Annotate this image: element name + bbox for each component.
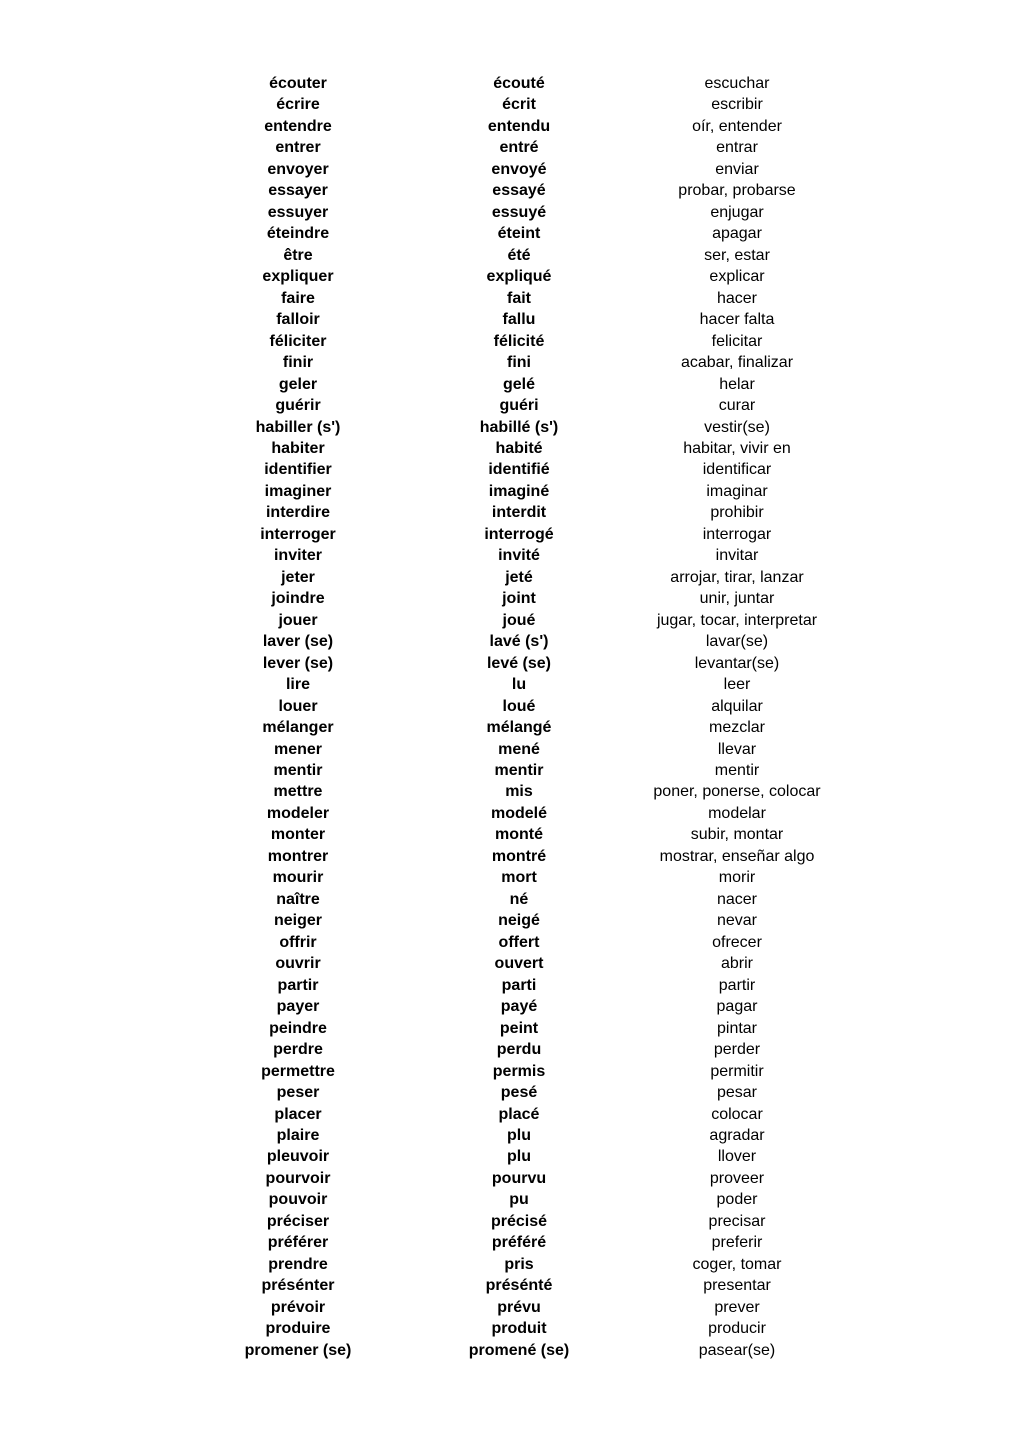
translation-cell: identificar [702,461,772,479]
past-participle-cell: entendu [487,117,551,135]
past-participle-cell: levé (se) [486,654,552,672]
past-participle-cell: plu [507,1126,531,1144]
translation-cell: probar, probarse [678,182,796,200]
table-row [0,1082,1024,1103]
past-participle-cell: interrogé [484,525,554,543]
table-row [0,910,1024,931]
infinitive-cell: mettre [273,783,323,801]
translation-cell: pesar [716,1084,758,1102]
past-participle-cell: neigé [498,912,540,930]
translation-cell: precisar [708,1212,766,1230]
translation-cell: producir [708,1320,766,1338]
translation-cell: agradar [709,1126,765,1144]
table-row [0,1340,1024,1361]
table-row [0,438,1024,459]
table-row [0,996,1024,1017]
past-participle-cell: félicité [493,332,545,350]
past-participle-cell: payé [500,998,538,1016]
table-row [0,696,1024,717]
infinitive-cell: expliquer [262,268,334,286]
translation-cell: coger, tomar [692,1255,782,1273]
infinitive-cell: éteindre [266,225,330,243]
translation-cell: presentar [703,1277,771,1295]
table-row [0,245,1024,266]
table-row [0,137,1024,158]
infinitive-cell: féliciter [269,332,327,350]
table-row [0,610,1024,631]
past-participle-cell: monté [495,826,543,844]
infinitive-cell: modeler [266,804,330,822]
past-participle-cell: ouvert [494,955,544,973]
infinitive-cell: habiter [271,439,325,457]
infinitive-cell: neiger [273,912,322,930]
translation-cell: escuchar [704,75,770,92]
table-row [0,588,1024,609]
table-row [0,502,1024,523]
translation-cell: alquilar [711,697,763,715]
table-row [0,1318,1024,1339]
past-participle-cell: mentir [494,762,544,779]
table-row [0,1254,1024,1275]
past-participle-cell: gelé [502,375,535,393]
translation-cell: felicitar [711,332,763,350]
translation-cell: pintar [716,1019,758,1037]
past-participle-cell: pesé [500,1084,538,1102]
infinitive-cell: payer [276,998,320,1016]
translation-cell: morir [718,869,756,887]
past-participle-cell: pris [504,1255,534,1273]
translation-cell: mentir [714,762,760,779]
translation-cell: poner, ponerse, colocar [653,783,821,801]
past-participle-cell: invité [498,547,540,565]
infinitive-cell: prendre [268,1255,328,1273]
past-participle-cell: été [507,246,531,264]
infinitive-cell: peindre [269,1019,327,1037]
table-row [0,116,1024,137]
table-row [0,932,1024,953]
translation-cell: hacer falta [699,311,775,329]
translation-cell: prever [714,1298,760,1316]
past-participle-cell: mené [498,740,540,758]
table-row [0,739,1024,760]
infinitive-cell: placer [274,1105,322,1123]
translation-cell: explicar [709,268,765,286]
translation-cell: prohibir [710,504,764,522]
translation-cell: subir, montar [690,826,784,844]
table-row [0,803,1024,824]
translation-cell: colocar [711,1105,763,1123]
infinitive-cell: identifier [264,461,332,479]
infinitive-cell: écrire [276,96,320,114]
past-participle-cell: éteint [497,225,541,243]
infinitive-cell: mourir [272,869,324,887]
translation-cell: mezclar [708,719,765,737]
past-participle-cell: imaginé [488,482,550,500]
translation-cell: leer [723,676,751,694]
infinitive-cell: essayer [268,182,328,200]
infinitive-cell: permettre [261,1062,335,1080]
table-row [0,459,1024,480]
table-row [0,1146,1024,1167]
table-row [0,180,1024,201]
past-participle-cell: mort [501,869,537,887]
past-participle-cell: produit [491,1320,547,1338]
past-participle-cell: prévu [497,1298,541,1316]
table-row [0,331,1024,352]
infinitive-cell: monter [270,826,326,844]
translation-cell: ofrecer [712,933,762,951]
past-participle-cell: lavé (s') [489,633,549,651]
infinitive-cell: présénter [261,1277,335,1295]
translation-cell: levantar(se) [694,654,780,672]
translation-cell: jugar, tocar, interpretar [656,611,818,629]
translation-cell: proveer [709,1169,765,1187]
infinitive-cell: ouvrir [275,955,321,973]
infinitive-cell: naître [276,890,320,908]
translation-cell: llevar [717,740,757,758]
translation-cell: poder [716,1191,758,1209]
infinitive-cell: montrer [267,847,329,865]
translation-cell: preferir [711,1234,763,1252]
translation-cell: apagar [712,225,762,243]
translation-cell: enjugar [710,203,764,221]
past-participle-cell: essuyé [491,203,547,221]
table-row [0,545,1024,566]
table-row [0,1297,1024,1318]
past-participle-cell: précisé [490,1212,548,1230]
infinitive-cell: mentir [273,762,323,779]
translation-cell: habitar, vivir en [683,439,791,457]
translation-cell: imaginar [706,482,768,500]
past-participle-cell: envoyé [491,160,547,178]
table-row [0,223,1024,244]
infinitive-cell: prévoir [270,1298,326,1316]
table-row [0,1018,1024,1039]
infinitive-cell: produire [265,1320,331,1338]
table-row [0,374,1024,395]
table-row [0,1168,1024,1189]
past-participle-cell: présénté [485,1277,553,1295]
infinitive-cell: finir [282,354,314,372]
table-row [0,760,1024,781]
past-participle-cell: joué [502,611,536,629]
past-participle-cell: offert [498,933,540,951]
table-row [0,266,1024,287]
translation-cell: invitar [715,547,759,565]
infinitive-cell: interdire [265,504,330,522]
translation-cell: pasear(se) [698,1341,776,1359]
table-row [0,1211,1024,1232]
infinitive-cell: être [283,246,313,264]
past-participle-cell: écrit [502,96,536,114]
infinitive-cell: imaginer [264,482,332,500]
table-row [0,309,1024,330]
past-participle-cell: mélangé [486,719,552,737]
infinitive-cell: envoyer [267,160,329,178]
past-participle-cell: loué [502,697,536,715]
infinitive-cell: préférer [267,1234,329,1252]
past-participle-cell: perdu [496,1041,542,1059]
table-row [0,94,1024,115]
infinitive-cell: offrir [279,933,317,951]
table-row [0,846,1024,867]
table-row [0,631,1024,652]
infinitive-cell: essuyer [267,203,329,221]
translation-cell: abrir [720,955,753,973]
table-row [0,1061,1024,1082]
translation-cell: arrojar, tirar, lanzar [670,568,804,586]
table-row [0,975,1024,996]
translation-cell: oír, entender [692,117,782,135]
past-participle-cell: jeté [505,568,533,586]
table-row [0,889,1024,910]
infinitive-cell: lire [285,676,310,694]
infinitive-cell: geler [278,375,318,393]
translation-cell: helar [719,375,755,393]
infinitive-cell: habiller (s') [255,418,341,436]
infinitive-cell: jeter [281,568,315,586]
translation-cell: mostrar, enseñar algo [659,847,815,865]
past-participle-cell: joint [502,590,536,608]
past-participle-cell: permis [492,1062,546,1080]
past-participle-cell: préféré [491,1234,547,1252]
infinitive-cell: inviter [273,547,322,565]
past-participle-cell: parti [501,976,537,994]
translation-cell: interrogar [702,525,772,543]
translation-cell: modelar [708,804,766,822]
translation-cell: partir [718,976,756,994]
infinitive-cell: lever (se) [262,654,334,672]
translation-cell: hacer [716,289,758,307]
table-row [0,867,1024,888]
table-row [0,717,1024,738]
translation-cell: escribir [711,96,763,114]
infinitive-cell: guérir [275,397,321,415]
past-participle-cell: lu [511,676,527,694]
past-participle-cell: expliqué [486,268,552,286]
infinitive-cell: joindre [271,590,325,608]
past-participle-cell: fallu [502,311,536,329]
table-row [0,524,1024,545]
past-participle-cell: placé [498,1105,540,1123]
infinitive-cell: pouvoir [268,1191,328,1209]
table-row [0,1232,1024,1253]
infinitive-cell: mener [273,740,323,758]
infinitive-cell: préciser [266,1212,330,1230]
translation-cell: unir, juntar [699,590,775,608]
table-row [0,159,1024,180]
translation-cell: enviar [715,160,759,178]
infinitive-cell: entendre [264,117,332,135]
table-row [0,1039,1024,1060]
past-participle-cell: né [509,890,529,908]
translation-cell: acabar, finalizar [680,354,794,372]
table-row [0,481,1024,502]
translation-cell: pagar [716,998,758,1016]
past-participle-cell: fini [507,354,531,372]
past-participle-cell: plu [507,1148,531,1166]
translation-cell: llover [717,1148,757,1166]
past-participle-cell: écouté [493,75,545,92]
table-row [0,781,1024,802]
infinitive-cell: entrer [275,139,321,157]
past-participle-cell: pu [509,1191,529,1209]
translation-cell: vestir(se) [704,418,770,436]
past-participle-cell: essayé [492,182,546,200]
table-row [0,1125,1024,1146]
table-row [0,1104,1024,1125]
translation-cell: nacer [716,890,758,908]
table-row [0,1189,1024,1210]
table-row [0,288,1024,309]
translation-cell: lavar(se) [705,633,769,651]
table-row [0,674,1024,695]
past-participle-cell: interdit [491,504,547,522]
past-participle-cell: montré [491,847,547,865]
infinitive-cell: faire [281,289,315,307]
infinitive-cell: jouer [278,611,318,629]
infinitive-cell: écouter [269,75,327,92]
infinitive-cell: mélanger [262,719,334,737]
infinitive-cell: pleuvoir [266,1148,330,1166]
table-row [0,1275,1024,1296]
past-participle-cell: fait [507,289,531,307]
table-row [0,653,1024,674]
infinitive-cell: pourvoir [265,1169,331,1187]
table-row [0,352,1024,373]
table-row [0,73,1024,94]
infinitive-cell: falloir [276,311,320,329]
translation-cell: perder [713,1041,761,1059]
translation-cell: entrar [716,139,758,157]
past-participle-cell: mis [505,783,533,801]
table-row [0,953,1024,974]
past-participle-cell: habillé (s') [479,418,559,436]
verb-table [0,73,1024,1361]
translation-cell: nevar [716,912,758,930]
past-participle-cell: modelé [490,804,547,822]
past-participle-cell: entré [499,139,539,157]
past-participle-cell: peint [499,1019,539,1037]
past-participle-cell: identifié [488,461,550,479]
table-row [0,202,1024,223]
infinitive-cell: plaire [276,1126,320,1144]
translation-cell: permitir [710,1062,764,1080]
past-participle-cell: pourvu [491,1169,547,1187]
table-row [0,395,1024,416]
infinitive-cell: peser [276,1084,320,1102]
past-participle-cell: guéri [499,397,539,415]
translation-cell: curar [718,397,756,415]
infinitive-cell: louer [278,697,318,715]
table-row [0,567,1024,588]
infinitive-cell: laver (se) [262,633,334,651]
infinitive-cell: partir [277,976,319,994]
past-participle-cell: habité [495,439,543,457]
infinitive-cell: perdre [273,1041,323,1059]
past-participle-cell: promené (se) [468,1341,570,1359]
table-row [0,417,1024,438]
table-row [0,824,1024,845]
infinitive-cell: interroger [260,525,336,543]
infinitive-cell: promener (se) [244,1341,352,1359]
translation-cell: ser, estar [704,246,770,264]
